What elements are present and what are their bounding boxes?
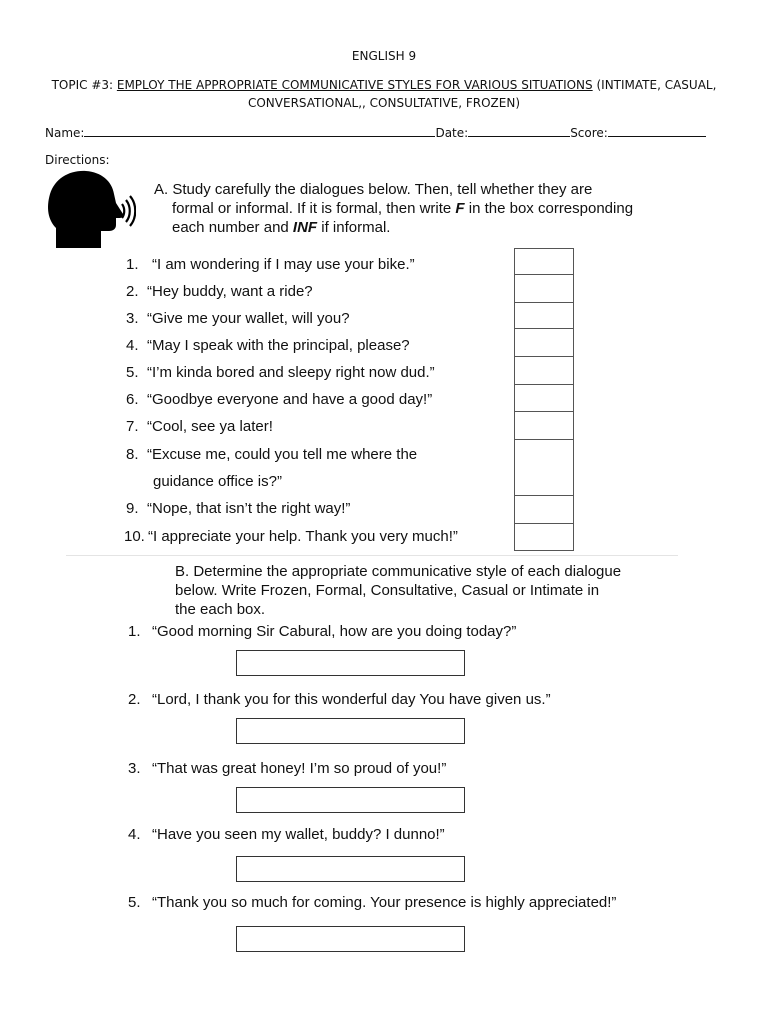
list-item: 3. “That was great honey! I’m so proud of you!”: [128, 760, 447, 777]
style-answer-box-2[interactable]: [236, 718, 465, 744]
list-item: 1. “I am wondering if I may use your bike.”: [126, 256, 415, 273]
answer-box-4[interactable]: [515, 329, 573, 357]
section-a-line-3: each number and INF if informal.: [172, 219, 391, 236]
style-answer-box-3[interactable]: [236, 787, 465, 813]
speaking-head-icon: [46, 168, 136, 250]
date-label: Date:: [435, 126, 469, 140]
date-field[interactable]: [468, 125, 570, 137]
subject-title: ENGLISH 9: [351, 49, 417, 63]
list-item: 3. “Give me your wallet, will you?: [126, 310, 350, 327]
list-item: 1. “Good morning Sir Cabural, how are you doing today?”: [128, 623, 517, 640]
answer-box-9[interactable]: [515, 496, 573, 524]
style-answer-box-4[interactable]: [236, 856, 465, 882]
score-field[interactable]: [608, 125, 706, 137]
section-b-instructions: [175, 562, 645, 619]
list-item: 9. “Nope, that isn’t the right way!”: [126, 500, 351, 517]
topic-line-2: CONVERSATIONAL,, CONSULTATIVE, FROZEN): [247, 96, 521, 110]
answer-box-column: [514, 248, 574, 551]
answer-box-8[interactable]: [515, 440, 573, 496]
answer-box-5[interactable]: [515, 357, 573, 385]
list-item: 4. “Have you seen my wallet, buddy? I dunno!”: [128, 826, 445, 843]
name-label: Name:: [45, 126, 85, 140]
list-item: 10. “I appreciate your help. Thank you very much!”: [124, 528, 458, 545]
list-item: 5. “Thank you so much for coming. Your presence is highly appreciated!”: [128, 894, 617, 911]
list-item: 8. “Excuse me, could you tell me where the: [126, 446, 418, 463]
informal-code: INF: [292, 219, 318, 236]
answer-box-3[interactable]: [515, 303, 573, 329]
style-answer-box-1[interactable]: [236, 650, 465, 676]
answer-box-6[interactable]: [515, 385, 573, 412]
section-a-instructions: [154, 180, 674, 237]
answer-box-10[interactable]: [515, 524, 573, 550]
list-item-continuation: guidance office is?”: [153, 473, 282, 490]
section-divider: [66, 555, 678, 556]
formal-code: F: [455, 200, 465, 217]
section-b-line-1: B. Determine the appropriate communicative style of each dialogue: [175, 563, 622, 580]
topic-prefix: TOPIC #3:: [51, 78, 117, 92]
answer-box-7[interactable]: [515, 412, 573, 440]
info-fields-row: [45, 125, 706, 140]
name-field[interactable]: [84, 125, 435, 137]
list-item: 2. “Hey buddy, want a ride?: [126, 283, 313, 300]
list-item: 5. “I’m kinda bored and sleepy right now dud.”: [126, 364, 435, 381]
list-item: 4. “May I speak with the principal, please?: [126, 337, 410, 354]
style-answer-box-5[interactable]: [236, 926, 465, 952]
list-item: 6. “Goodbye everyone and have a good day!”: [126, 391, 433, 408]
topic-title: EMPLOY THE APPROPRIATE COMMUNICATIVE STYLES FOR VARIOUS SITUATIONS: [116, 78, 593, 92]
answer-box-2[interactable]: [515, 275, 573, 303]
topic-line-1: [0, 78, 768, 92]
section-b-line-3: the each box.: [175, 601, 266, 618]
directions-label: Directions:: [45, 153, 110, 167]
answer-box-1[interactable]: [515, 249, 573, 275]
section-a-line-2: formal or informal. If it is formal, then write F in the box corresponding: [172, 200, 634, 217]
list-item: 2. “Lord, I thank you for this wonderful day You have given us.”: [128, 691, 551, 708]
section-a-line-1: A. Study carefully the dialogues below. Then, tell whether they are: [154, 181, 593, 198]
list-item: 7. “Cool, see ya later!: [126, 418, 273, 435]
section-b-line-2: below. Write Frozen, Formal, Consultative, Casual or Intimate in: [175, 582, 600, 599]
topic-suffix: (INTIMATE, CASUAL,: [592, 78, 717, 92]
score-label: Score:: [570, 126, 608, 140]
